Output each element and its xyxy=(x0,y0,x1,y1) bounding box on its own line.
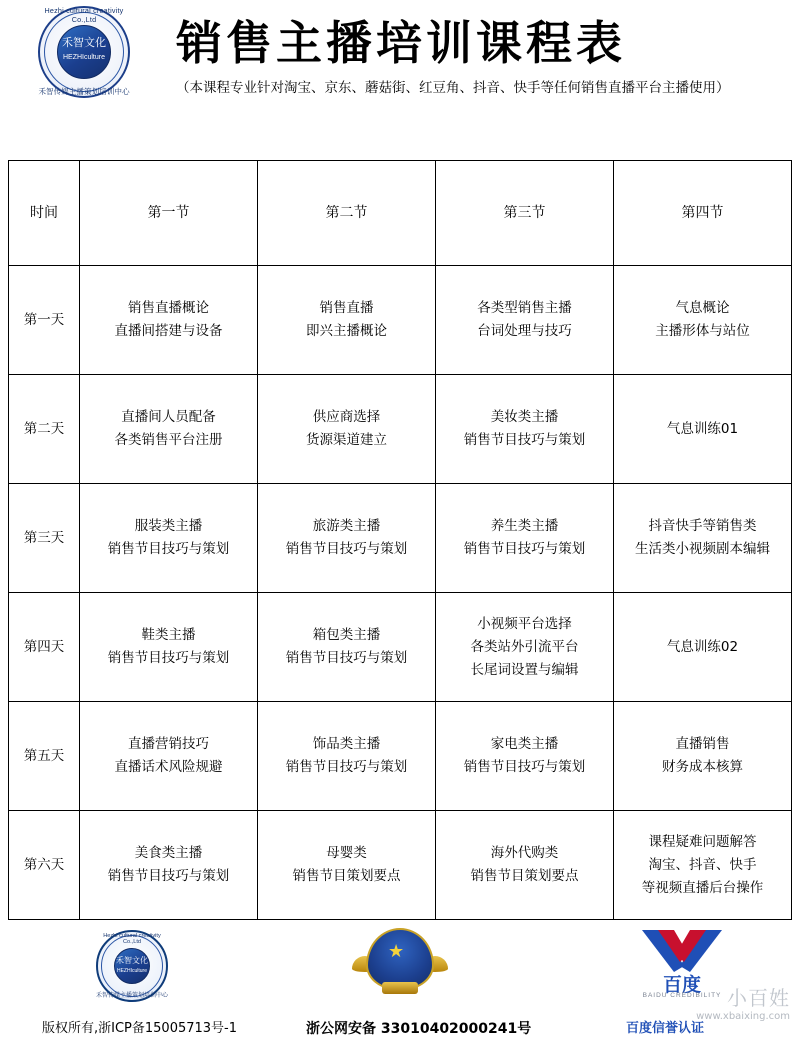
cell-line: 箱包类主播 xyxy=(312,627,381,643)
cell-lines xyxy=(260,842,433,888)
table-row xyxy=(9,593,792,702)
page-header xyxy=(0,0,800,118)
cell-line: 销售直播概论 xyxy=(128,300,209,316)
table-cell xyxy=(258,702,436,811)
table-cell xyxy=(80,266,258,375)
cell-lines xyxy=(82,297,255,343)
cell-line: 各类销售平台注册 xyxy=(114,432,223,448)
cell-line: 气息训练02 xyxy=(666,638,739,655)
column-header-period-2: 第二节 xyxy=(258,161,436,266)
watermark xyxy=(696,982,790,1022)
cell-lines xyxy=(82,733,255,779)
company-seal-core xyxy=(114,948,150,984)
cell-lines xyxy=(616,636,789,659)
table-cell xyxy=(80,593,258,702)
police-emblem-icon xyxy=(352,926,448,1010)
column-header-time: 时间 xyxy=(9,161,80,266)
baidu-label: 百度 xyxy=(662,974,701,996)
table-cell xyxy=(80,811,258,920)
cell-line: 货源渠道建立 xyxy=(306,432,387,448)
cell-lines xyxy=(616,831,789,900)
footer-text-line xyxy=(0,1014,800,1040)
row-header-day: 第五天 xyxy=(9,702,80,811)
cell-line: 台词处理与技巧 xyxy=(477,323,572,339)
cell-line: 淘宝、抖音、快手 xyxy=(648,856,757,873)
cell-line: 销售节目技巧与策划 xyxy=(463,541,586,557)
company-seal-core-en: HEZHIculture xyxy=(116,968,147,974)
cell-line: 财务成本核算 xyxy=(662,759,743,775)
cell-line: 各类站外引流平台 xyxy=(470,638,579,655)
company-seal-badge xyxy=(88,930,180,1006)
cell-lines xyxy=(260,733,433,779)
cell-line: 旅游类主播 xyxy=(312,518,381,534)
cell-line: 直播销售 xyxy=(675,736,730,752)
cell-line: 气息概论 xyxy=(675,300,730,316)
cell-lines xyxy=(616,418,789,441)
cell-lines xyxy=(616,297,789,343)
table-row xyxy=(9,702,792,811)
column-header-period-1: 第一节 xyxy=(80,161,258,266)
row-header-day: 第六天 xyxy=(9,811,80,920)
logo-core-en: HEZHIculture xyxy=(62,54,105,61)
cell-line: 即兴主播概论 xyxy=(306,323,387,339)
table-cell xyxy=(258,375,436,484)
table-row xyxy=(9,484,792,593)
table-cell xyxy=(80,702,258,811)
cell-lines xyxy=(438,297,611,343)
table-body xyxy=(9,266,792,920)
table-cell xyxy=(436,484,614,593)
cell-lines xyxy=(260,297,433,343)
cell-lines xyxy=(82,406,255,452)
cell-line: 生活类小视频剧本编辑 xyxy=(635,541,770,557)
table-cell xyxy=(258,811,436,920)
logo-arc-top-label: Hezhi cultural creativity Co.,Ltd xyxy=(44,6,124,24)
logo-core-cn: 禾智文化 xyxy=(62,36,106,49)
cell-lines xyxy=(260,515,433,561)
cell-line: 养生类主播 xyxy=(490,518,559,534)
cell-line: 销售节目策划要点 xyxy=(292,868,401,884)
row-header-day: 第一天 xyxy=(9,266,80,375)
cell-line: 美妆类主播 xyxy=(490,409,559,425)
table-cell xyxy=(436,375,614,484)
cell-line: 销售节目策划要点 xyxy=(470,868,579,884)
row-header-day: 第四天 xyxy=(9,593,80,702)
cell-line: 销售节目技巧与策划 xyxy=(463,432,586,448)
row-header-day: 第二天 xyxy=(9,375,80,484)
cell-lines xyxy=(438,406,611,452)
cell-line: 美食类主播 xyxy=(134,845,203,861)
cell-line: 直播话术风险规避 xyxy=(114,759,223,775)
title-block xyxy=(176,8,800,98)
cell-line: 课程疑难问题解答 xyxy=(648,833,757,850)
schedule-table xyxy=(8,160,792,920)
table-cell xyxy=(614,484,792,593)
cell-line: 销售节目技巧与策划 xyxy=(107,541,230,557)
table-cell xyxy=(614,266,792,375)
cell-line: 供应商选择 xyxy=(312,409,381,425)
cell-line: 母婴类 xyxy=(326,845,367,861)
logo-core xyxy=(57,25,111,79)
table-cell xyxy=(436,593,614,702)
table-cell xyxy=(258,484,436,593)
cell-lines xyxy=(438,842,611,888)
table-cell xyxy=(258,266,436,375)
cell-lines xyxy=(616,515,789,561)
cell-lines xyxy=(82,842,255,888)
table-cell xyxy=(614,702,792,811)
table-row xyxy=(9,266,792,375)
company-seal-core-cn: 禾智文化 xyxy=(116,956,148,965)
police-emblem-base xyxy=(382,982,418,994)
baidu-sub-label: BAIDU CREDIBILITY xyxy=(642,992,722,999)
cell-line: 海外代购类 xyxy=(490,845,559,861)
cell-line: 等视频直播后台操作 xyxy=(641,879,764,896)
cell-line: 服装类主播 xyxy=(134,518,203,534)
cell-line: 家电类主播 xyxy=(490,736,559,752)
row-header-day: 第三天 xyxy=(9,484,80,593)
cell-lines xyxy=(438,733,611,779)
cell-lines xyxy=(438,613,611,682)
cell-lines xyxy=(260,406,433,452)
cell-lines xyxy=(260,624,433,670)
cell-line: 销售节目技巧与策划 xyxy=(285,541,408,557)
table-row xyxy=(9,811,792,920)
cell-lines xyxy=(616,733,789,779)
cell-line: 长尾词设置与编辑 xyxy=(470,661,579,678)
cell-line: 小视频平台选择 xyxy=(477,615,572,632)
baidu-v-icon xyxy=(638,928,726,974)
cell-line: 直播营销技巧 xyxy=(128,736,209,752)
watermark-url: www.xbaixing.com xyxy=(696,1011,790,1022)
page-title: 销售主播培训课程表 xyxy=(176,16,626,70)
company-seal-arc-top: Hezhi cultural creativity Co.,Ltd xyxy=(103,933,161,945)
table-cell xyxy=(614,593,792,702)
table-cell xyxy=(80,484,258,593)
watermark-title: 小百姓 xyxy=(727,986,790,1010)
cell-line: 气息训练01 xyxy=(666,420,739,437)
logo-arc-bottom-label: 禾智传媒主播策划培训中心 xyxy=(38,87,130,96)
cell-lines xyxy=(438,515,611,561)
cell-lines xyxy=(82,624,255,670)
table-cell xyxy=(436,266,614,375)
cell-line: 主播形体与站位 xyxy=(655,323,750,339)
cell-line: 销售节目技巧与策划 xyxy=(285,759,408,775)
copyright-text: 版权所有,浙ICP备15005713号-1 xyxy=(42,1021,238,1036)
cell-line: 销售直播 xyxy=(319,300,374,316)
table-cell xyxy=(614,811,792,920)
table-header-row xyxy=(9,161,792,266)
page-footer xyxy=(0,926,800,1044)
baidu-certification-label: 百度信誉认证 xyxy=(626,1021,705,1036)
cell-line: 直播间人员配备 xyxy=(121,409,216,425)
icp-registration-text: 浙公网安备 33010402000241号 xyxy=(306,1021,532,1037)
cell-line: 销售节目技巧与策划 xyxy=(285,650,408,666)
column-header-period-4: 第四节 xyxy=(614,161,792,266)
cell-line: 各类型销售主播 xyxy=(477,300,572,316)
table-cell xyxy=(436,811,614,920)
company-logo xyxy=(38,6,134,102)
page-subtitle: （本课程专业针对淘宝、京东、蘑菇街、红豆角、抖音、快手等任何销售直播平台主播使用） xyxy=(176,80,730,96)
cell-lines xyxy=(82,515,255,561)
cell-line: 销售节目技巧与策划 xyxy=(107,868,230,884)
cell-line: 饰品类主播 xyxy=(312,736,381,752)
cell-line: 抖音快手等销售类 xyxy=(648,518,757,534)
cell-line: 销售节目技巧与策划 xyxy=(463,759,586,775)
table-cell xyxy=(614,375,792,484)
cell-line: 销售节目技巧与策划 xyxy=(107,650,230,666)
police-emblem-star-icon: ★ xyxy=(388,941,405,961)
table-row xyxy=(9,375,792,484)
cell-line: 直播间搭建与设备 xyxy=(114,323,223,339)
schedule-table-container xyxy=(8,160,792,920)
table-cell xyxy=(80,375,258,484)
company-seal-arc-bottom: 禾智传媒主播策划培训中心 xyxy=(96,992,169,999)
table-cell xyxy=(436,702,614,811)
column-header-period-3: 第三节 xyxy=(436,161,614,266)
footer-badges xyxy=(0,926,800,1010)
table-cell xyxy=(258,593,436,702)
cell-line: 鞋类主播 xyxy=(141,627,196,643)
